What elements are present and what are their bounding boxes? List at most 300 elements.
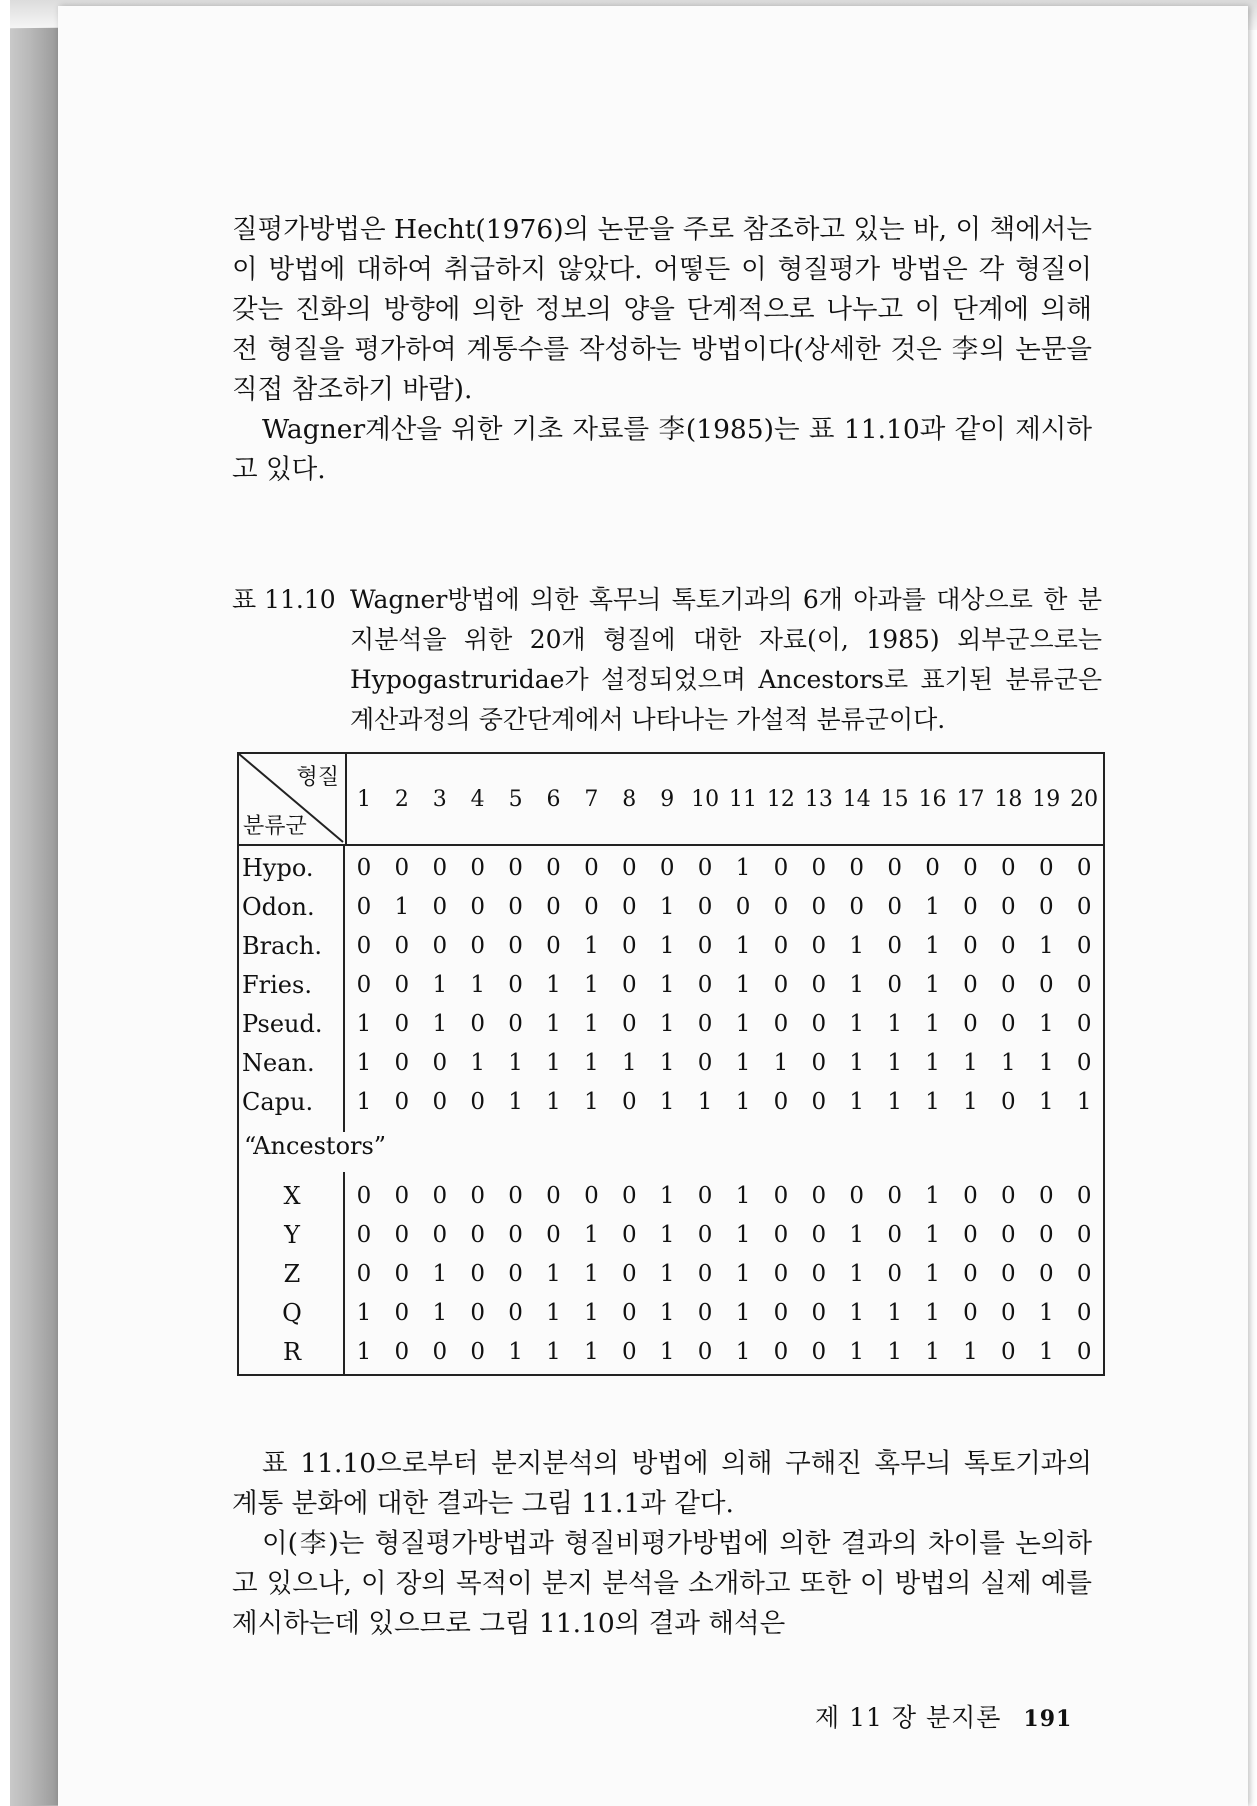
- table-cell: 1: [735, 1299, 751, 1326]
- table-cell: 1: [1038, 1299, 1054, 1326]
- table-cell: 1: [546, 1088, 561, 1115]
- table-cell: 1: [1038, 1338, 1054, 1365]
- table-cell: 0: [1076, 1299, 1092, 1326]
- table-cell: 0: [621, 1260, 637, 1287]
- page-footer: [815, 1698, 1072, 1734]
- caption-text: Wagner방법에 의한 혹무늬 톡토기과의 6개 아과를 대상으로 한 분지분석을 위한 20개 형질에 대한 자료(이, 1985) 외부군으로는 Hypogastruridae가 설정되었으며 Ancestors로 표기된 분류군은 계산과정의 중간단계에서 나타나는 가설적 분류군이다.: [350, 585, 1102, 734]
- table-cell: 1: [1038, 1088, 1054, 1115]
- table-cell: 0: [773, 1088, 789, 1115]
- table-cell: 0: [811, 1010, 827, 1037]
- table-cell: 1: [659, 1221, 675, 1248]
- table-cell: 0: [773, 854, 789, 881]
- table-cell: 0: [773, 971, 789, 998]
- table-cell: 0: [1001, 893, 1016, 920]
- table-cell: 0: [432, 1221, 448, 1248]
- table-cell: 0: [1038, 1221, 1054, 1248]
- table-cell: 0: [849, 1182, 865, 1209]
- table-cell: 1: [584, 971, 599, 998]
- table-header-row: [239, 754, 1103, 846]
- table-cell: 0: [811, 1088, 827, 1115]
- table-cell: 1: [508, 1049, 523, 1076]
- table-cell: 0: [811, 1299, 827, 1326]
- table-cell: 0: [621, 932, 637, 959]
- table-cell: 0: [1038, 893, 1054, 920]
- character-number: 13: [804, 786, 833, 812]
- table-cell: 1: [735, 854, 751, 881]
- table-cell: 0: [887, 1182, 902, 1209]
- table-cell: 0: [1076, 1260, 1092, 1287]
- table-cell: 0: [394, 1049, 410, 1076]
- table-cell: 0: [1076, 854, 1092, 881]
- character-number: 9: [660, 786, 675, 812]
- table-cell: 1: [735, 1010, 751, 1037]
- taxon-name: Hypo.: [242, 853, 314, 882]
- table-cell: 0: [621, 1221, 637, 1248]
- table-cell: 1: [470, 1049, 485, 1076]
- table-cell: 1: [546, 1338, 561, 1365]
- table-cell: 0: [773, 1299, 789, 1326]
- table-cell: 1: [1001, 1049, 1016, 1076]
- table-cell: 0: [470, 1221, 485, 1248]
- chapter-title: 제 11 장 분지론: [815, 1703, 1002, 1732]
- table-cell: 1: [849, 1338, 865, 1365]
- table-cell: 0: [887, 932, 902, 959]
- taxon-name: Fries.: [242, 970, 312, 999]
- table-caption: [232, 580, 1102, 740]
- taxon-name: Y: [284, 1220, 300, 1249]
- character-number: 2: [394, 786, 409, 812]
- table-cell: 0: [508, 932, 523, 959]
- table-cell: 0: [1038, 1182, 1054, 1209]
- table-cell: 0: [470, 1182, 485, 1209]
- table-cell: 1: [584, 1299, 599, 1326]
- table-cell: 1: [508, 1088, 523, 1115]
- table-cell: 0: [432, 854, 448, 881]
- character-number: 4: [470, 786, 485, 812]
- table-cell: 1: [546, 1260, 561, 1287]
- table-corner-cell: [239, 754, 347, 844]
- table-cell: 0: [508, 893, 523, 920]
- corner-label-taxa: 분류군: [243, 814, 307, 839]
- table-cell: 0: [546, 1182, 561, 1209]
- table-cell: 0: [811, 1260, 827, 1287]
- table-cell: 0: [1076, 1049, 1092, 1076]
- table-cell: 0: [697, 1260, 713, 1287]
- table-cell: 0: [394, 854, 410, 881]
- table-cell: 1: [735, 1049, 751, 1076]
- table-cell: 0: [887, 971, 902, 998]
- table-cell: 0: [394, 1221, 410, 1248]
- table-cell: 1: [849, 1221, 865, 1248]
- table-cell: 1: [584, 1049, 599, 1076]
- table-cell: 0: [1038, 854, 1054, 881]
- taxon-name: Brach.: [242, 931, 322, 960]
- table-cell: 0: [621, 1010, 637, 1037]
- table-cell: 1: [394, 893, 410, 920]
- table-cell: 1: [887, 1049, 902, 1076]
- character-number: 7: [584, 786, 599, 812]
- character-matrix-table: [237, 752, 1105, 1376]
- table-row: [239, 1254, 1103, 1293]
- table-cell: 0: [584, 1182, 599, 1209]
- table-cell: 1: [470, 971, 485, 998]
- page-number: 191: [1023, 1706, 1073, 1732]
- table-cell: 0: [1001, 932, 1016, 959]
- table-cell: 1: [584, 932, 599, 959]
- taxon-name: Q: [282, 1298, 302, 1327]
- table-cell: 1: [356, 1299, 372, 1326]
- table-cell: 1: [735, 971, 751, 998]
- table-cell: 0: [394, 1299, 410, 1326]
- character-number: 12: [766, 786, 795, 812]
- table-cell: 0: [887, 1260, 902, 1287]
- book-spine-edge: [10, 28, 60, 1806]
- table-row: [239, 848, 1103, 887]
- table-cell: 0: [773, 1338, 789, 1365]
- table-cell: 0: [887, 854, 902, 881]
- taxon-name: Odon.: [242, 892, 315, 921]
- taxon-name: Z: [283, 1259, 301, 1288]
- table-cell: 1: [356, 1049, 372, 1076]
- table-row: [239, 1215, 1103, 1254]
- table-cell: 1: [925, 893, 940, 920]
- table-cell: 1: [546, 1049, 561, 1076]
- table-cell: 0: [773, 932, 789, 959]
- table-row: [239, 1043, 1103, 1082]
- table-cell: 0: [1001, 854, 1016, 881]
- character-number: 10: [691, 786, 720, 812]
- table-cell: 1: [584, 1010, 599, 1037]
- table-cell: 1: [925, 1299, 940, 1326]
- table-cell: 0: [470, 1338, 485, 1365]
- table-cell: 0: [432, 893, 448, 920]
- character-number: 18: [994, 786, 1023, 812]
- table-row: [239, 1082, 1103, 1121]
- table-cell: 0: [697, 1049, 713, 1076]
- table-cell: 0: [508, 971, 523, 998]
- table-row: [239, 926, 1103, 965]
- table-cell: 1: [773, 1049, 789, 1076]
- table-cell: 1: [659, 1260, 675, 1287]
- table-row: [239, 1293, 1103, 1332]
- table-cell: 0: [356, 893, 372, 920]
- table-cell: 0: [697, 1299, 713, 1326]
- table-cell: 0: [1076, 1338, 1092, 1365]
- table-cell: 1: [659, 971, 675, 998]
- table-cell: 0: [621, 971, 637, 998]
- table-cell: 1: [735, 1088, 751, 1115]
- table-cell: 0: [356, 932, 372, 959]
- table-cell: 1: [584, 1088, 599, 1115]
- table-cell: 0: [470, 1260, 485, 1287]
- table-cell: 1: [1076, 1088, 1092, 1115]
- table-cell: 0: [432, 1088, 448, 1115]
- table-cell: 1: [925, 1049, 940, 1076]
- table-cell: 1: [432, 1010, 448, 1037]
- table-cell: 1: [659, 1338, 675, 1365]
- table-cell: 0: [773, 893, 789, 920]
- table-cell: 0: [887, 893, 902, 920]
- table-cell: 1: [735, 1260, 751, 1287]
- table-cell: 0: [773, 1182, 789, 1209]
- table-cell: 1: [963, 1338, 978, 1365]
- table-cell: 1: [735, 932, 751, 959]
- table-cell: 0: [394, 1010, 410, 1037]
- table-cell: 0: [621, 893, 637, 920]
- table-cell: 1: [849, 1088, 865, 1115]
- table-cell: 0: [470, 1088, 485, 1115]
- table-cell: 0: [432, 1338, 448, 1365]
- table-row: [239, 1004, 1103, 1043]
- table-cell: 1: [849, 932, 865, 959]
- table-cell: 0: [963, 1299, 978, 1326]
- table-row: [239, 1332, 1103, 1371]
- table-cell: 0: [432, 932, 448, 959]
- table-cell: 1: [849, 1260, 865, 1287]
- character-number: 6: [546, 786, 561, 812]
- table-cell: 0: [1001, 1299, 1016, 1326]
- table-cell: 0: [432, 1049, 448, 1076]
- table-cell: 0: [1001, 1338, 1016, 1365]
- table-cell: 0: [584, 854, 599, 881]
- table-cell: 0: [356, 1182, 372, 1209]
- table-cell: 0: [470, 932, 485, 959]
- table-cell: 0: [470, 1010, 485, 1037]
- table-cell: 1: [356, 1010, 372, 1037]
- paragraph-4: 이(李)는 형질평가방법과 형질비평가방법에 의한 결과의 차이를 논의하고 있으나, 이 장의 목적이 분지 분석을 소개하고 또한 이 방법의 실제 예를 제시하는데 있으므로 그림 11.10의 결과 해석은: [232, 1528, 1092, 1639]
- table-cell: 0: [546, 1221, 561, 1248]
- table-cell: 0: [1001, 1260, 1016, 1287]
- table-cell: 1: [659, 1299, 675, 1326]
- table-cell: 0: [963, 893, 978, 920]
- table-cell: 1: [1038, 1010, 1054, 1037]
- table-cell: 1: [584, 1338, 599, 1365]
- table-cell: 1: [546, 971, 561, 998]
- table-cell: 0: [963, 1182, 978, 1209]
- character-number: 1: [356, 786, 371, 812]
- table-cell: 1: [659, 1182, 675, 1209]
- character-number: 15: [880, 786, 909, 812]
- character-number: 5: [508, 786, 523, 812]
- table-cell: 0: [470, 1299, 485, 1326]
- table-cell: 0: [773, 1260, 789, 1287]
- table-cell: 1: [432, 971, 448, 998]
- character-number: 19: [1032, 786, 1061, 812]
- table-cell: 0: [1001, 971, 1016, 998]
- character-number: 17: [956, 786, 985, 812]
- table-cell: 0: [508, 1299, 523, 1326]
- table-cell: 1: [1038, 1049, 1054, 1076]
- table-cell: 1: [849, 1299, 865, 1326]
- bottom-text: [232, 1444, 1092, 1644]
- table-cell: 0: [963, 1260, 978, 1287]
- character-number: 14: [842, 786, 871, 812]
- table-cell: 1: [887, 1010, 902, 1037]
- table-cell: 0: [811, 971, 827, 998]
- table-cell: 1: [849, 971, 865, 998]
- table-row: [239, 965, 1103, 1004]
- table-cell: 0: [394, 1338, 410, 1365]
- table-cell: 1: [621, 1049, 637, 1076]
- table-cell: 1: [659, 1049, 675, 1076]
- character-number: 8: [622, 786, 637, 812]
- table-cell: 0: [1038, 971, 1054, 998]
- table-cell: 0: [697, 854, 713, 881]
- table-cell: 0: [508, 1182, 523, 1209]
- table-cell: 1: [356, 1338, 372, 1365]
- table-cell: 0: [470, 854, 485, 881]
- table-cell: 0: [621, 1182, 637, 1209]
- table-cell: 0: [394, 1088, 410, 1115]
- table-cell: 0: [963, 971, 978, 998]
- table-cell: 1: [659, 893, 675, 920]
- table-cell: 1: [963, 1088, 978, 1115]
- table-cell: 0: [659, 854, 675, 881]
- character-number: 11: [729, 786, 758, 812]
- table-cell: 1: [432, 1299, 448, 1326]
- table-cell: 1: [925, 1088, 940, 1115]
- table-cell: 1: [508, 1338, 523, 1365]
- table-cell: 0: [811, 893, 827, 920]
- table-cell: 0: [621, 1338, 637, 1365]
- table-row: [239, 1176, 1103, 1215]
- table-cell: 0: [1076, 932, 1092, 959]
- table-cell: 1: [659, 1010, 675, 1037]
- table-cell: 1: [735, 1221, 751, 1248]
- table-cell: 0: [697, 1010, 713, 1037]
- table-cell: 1: [925, 1182, 940, 1209]
- character-number: 3: [432, 786, 447, 812]
- table-cell: 0: [1076, 1182, 1092, 1209]
- table-cell: 1: [1038, 932, 1054, 959]
- table-cell: 0: [697, 1338, 713, 1365]
- table-cell: 0: [697, 1182, 713, 1209]
- table-cell: 1: [963, 1049, 978, 1076]
- table-cell: 0: [584, 893, 599, 920]
- table-cell: 0: [963, 932, 978, 959]
- character-number: 20: [1070, 786, 1099, 812]
- table-cell: 0: [546, 893, 561, 920]
- table-cell: 0: [621, 854, 637, 881]
- table-cell: 0: [508, 854, 523, 881]
- table-cell: 0: [735, 893, 751, 920]
- taxon-name: R: [282, 1337, 302, 1366]
- ancestors-label: “Ancestors”: [244, 1132, 387, 1160]
- table-cell: 0: [1001, 1221, 1016, 1248]
- table-cell: 0: [963, 854, 978, 881]
- table-cell: 0: [697, 971, 713, 998]
- corner-label-characters: 형질: [296, 765, 339, 790]
- table-cell: 0: [1001, 1010, 1016, 1037]
- table-cell: 1: [697, 1088, 713, 1115]
- table-cell: 0: [356, 971, 372, 998]
- table-cell: 0: [1001, 1182, 1016, 1209]
- table-cell: 0: [925, 854, 940, 881]
- table-cell: 1: [432, 1260, 448, 1287]
- taxon-name: Pseud.: [242, 1009, 323, 1038]
- character-number: 16: [918, 786, 947, 812]
- table-cell: 1: [887, 1088, 902, 1115]
- top-text: [232, 210, 1092, 490]
- table-cell: 1: [925, 971, 940, 998]
- table-cell: 0: [394, 971, 410, 998]
- table-cell: 0: [508, 1010, 523, 1037]
- table-cell: 0: [811, 1049, 827, 1076]
- taxon-name: Capu.: [242, 1087, 314, 1116]
- table-cell: 1: [584, 1260, 599, 1287]
- table-cell: 0: [1076, 971, 1092, 998]
- paragraph-2: Wagner계산을 위한 기초 자료를 李(1985)는 표 11.10과 같이 제시하고 있다.: [232, 414, 1092, 485]
- table-cell: 1: [659, 1088, 675, 1115]
- table-cell: 0: [1076, 893, 1092, 920]
- table-cell: 1: [925, 1221, 940, 1248]
- table-cell: 0: [394, 932, 410, 959]
- table-cell: 0: [508, 1221, 523, 1248]
- table-cell: 0: [1038, 1260, 1054, 1287]
- table-cell: 0: [963, 1010, 978, 1037]
- table-cell: 1: [925, 1338, 940, 1365]
- table-cell: 0: [773, 1221, 789, 1248]
- table-cell: 0: [394, 1182, 410, 1209]
- paragraph-3: 표 11.10으로부터 분지분석의 방법에 의해 구해진 혹무늬 톡토기과의 계통 분화에 대한 결과는 그림 11.1과 같다.: [232, 1448, 1092, 1519]
- table-cell: 1: [546, 1010, 561, 1037]
- table-cell: 1: [925, 932, 940, 959]
- table-cell: 0: [621, 1088, 637, 1115]
- table-cell: 0: [811, 1221, 827, 1248]
- character-numbers: [345, 754, 1103, 844]
- table-cell: 0: [849, 854, 865, 881]
- table-cell: 0: [1076, 1010, 1092, 1037]
- table-cell: 0: [621, 1299, 637, 1326]
- taxon-name: Nean.: [242, 1048, 315, 1077]
- table-cell: 0: [356, 1221, 372, 1248]
- table-cell: 0: [963, 1221, 978, 1248]
- table-cell: 0: [546, 932, 561, 959]
- table-cell: 1: [735, 1338, 751, 1365]
- table-cell: 1: [356, 1088, 372, 1115]
- table-cell: 1: [659, 932, 675, 959]
- table-cell: 1: [546, 1299, 561, 1326]
- table-cell: 0: [508, 1260, 523, 1287]
- table-cell: 0: [470, 893, 485, 920]
- table-row: [239, 887, 1103, 926]
- table-cell: 0: [773, 1010, 789, 1037]
- table-cell: 1: [925, 1260, 940, 1287]
- taxon-name: X: [283, 1181, 301, 1210]
- table-cell: 0: [394, 1260, 410, 1287]
- table-cell: 0: [811, 854, 827, 881]
- table-cell: 1: [849, 1049, 865, 1076]
- table-cell: 1: [925, 1010, 940, 1037]
- paragraph-1: 질평가방법은 Hecht(1976)의 논문을 주로 참조하고 있는 바, 이 책에서는 이 방법에 대하여 취급하지 않았다. 어떻든 이 형질평가 방법은 각 형질이 갖는 진화의 방향에 의한 정보의 양을 단계적으로 나누고 이 단계에 의해 전 형질을 평가하여 계통수를 작성하는 방법이다(상세한 것은 李의 논문을 직접 참조하기 바람).: [232, 214, 1092, 405]
- table-cell: 1: [735, 1182, 751, 1209]
- table-cell: 0: [1076, 1221, 1092, 1248]
- table-cell: 0: [356, 1260, 372, 1287]
- table-cell: 1: [584, 1221, 599, 1248]
- table-cell: 0: [1001, 1088, 1016, 1115]
- table-cell: 0: [546, 854, 561, 881]
- table-cell: 0: [887, 1221, 902, 1248]
- table-cell: 1: [887, 1338, 902, 1365]
- table-cell: 1: [849, 1010, 865, 1037]
- table-cell: 0: [697, 1221, 713, 1248]
- table-cell: 0: [356, 854, 372, 881]
- table-cell: 0: [697, 893, 713, 920]
- table-cell: 0: [811, 932, 827, 959]
- table-cell: 0: [849, 893, 865, 920]
- table-cell: 0: [811, 1338, 827, 1365]
- table-cell: 0: [811, 1182, 827, 1209]
